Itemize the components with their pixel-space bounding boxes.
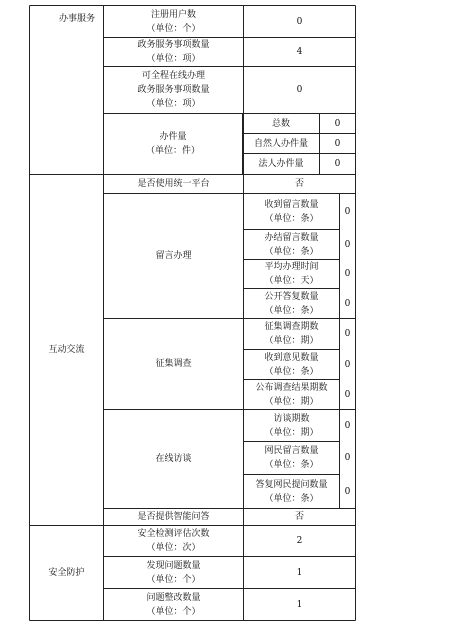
messages-public-value: 0: [344, 298, 351, 309]
evaluations-label: 安全检测评估次数 （单位：次）: [137, 529, 210, 553]
registered-users-value: 0: [296, 16, 303, 27]
unified-platform-label: 是否使用统一平台: [137, 179, 210, 189]
evaluations-value: 2: [296, 536, 303, 546]
cases-natural-label: 自然人办件量: [253, 138, 308, 149]
interview-questions-label: 网民留言数量 （单位：条）: [264, 446, 319, 470]
online-items-label: 可全程在线办理 政务服务事项数量 （单位：项）: [137, 71, 210, 109]
survey-results-value: 0: [344, 389, 351, 400]
cases-legal-value: 0: [334, 159, 341, 169]
interview-group-label: 在线访谈: [155, 454, 192, 464]
section-title-service: 办事服务: [59, 14, 96, 24]
interview-answers-value: 0: [344, 486, 351, 497]
smart-qa-value: 否: [294, 512, 304, 522]
survey-periods-label: 征集调查期数 （单位：期）: [264, 322, 319, 346]
interview-answers-label: 答复网民提问数量 （单位：条）: [255, 479, 328, 504]
messages-public-label: 公开答复数量 （单位：条）: [264, 291, 319, 316]
survey-opinions-label: 收到意见数量 （单位：条）: [264, 352, 319, 377]
interview-periods-value: 0: [344, 420, 351, 431]
cases-natural-value: 0: [334, 138, 341, 149]
issues-fixed-value: 1: [296, 599, 303, 610]
issues-found-value: 1: [296, 567, 303, 578]
messages-handled-label: 办结留言数量 （单位：条）: [264, 232, 319, 257]
messages-avgtime-label: 平均办理时间 （单位：天）: [264, 262, 319, 286]
interview-questions-value: 0: [344, 453, 351, 463]
survey-results-label: 公布调查结果期数 （单位：期）: [255, 382, 328, 407]
unified-platform-value: 否: [294, 179, 304, 189]
messages-received-value: 0: [344, 206, 351, 217]
cases-total-value: 0: [334, 118, 341, 129]
service-items-label: 政务服务事项数量 （单位：项）: [137, 40, 210, 64]
interview-periods-label: 访谈期数 （单位：期）: [264, 413, 319, 438]
survey-periods-value: 0: [344, 329, 351, 339]
messages-received-label: 收到留言数量 （单位：条）: [264, 199, 319, 224]
messages-handled-value: 0: [344, 239, 351, 250]
smart-qa-label: 是否提供智能问答: [137, 512, 210, 522]
issues-fixed-label: 问题整改数量 （单位：个）: [146, 592, 201, 617]
messages-avgtime-value: 0: [344, 269, 351, 279]
cases-legal-label: 法人办件量: [258, 159, 304, 169]
service-items-value: 4: [296, 47, 303, 57]
section-title-interaction: 互动交流: [48, 345, 85, 355]
survey-group-label: 征集调查: [155, 359, 192, 369]
cases-total-label: 总数: [271, 118, 290, 129]
registered-users-label: 注册用户数 （单位：个）: [146, 9, 201, 34]
section-title-security: 安全防护: [48, 568, 85, 578]
survey-opinions-value: 0: [344, 359, 351, 370]
online-items-value: 0: [296, 85, 303, 95]
cases-label: 办件量 （单位：件）: [145, 132, 200, 156]
issues-found-label: 发现问题数量 （单位：个）: [146, 560, 201, 585]
messages-group-label: 留言办理: [155, 251, 192, 261]
